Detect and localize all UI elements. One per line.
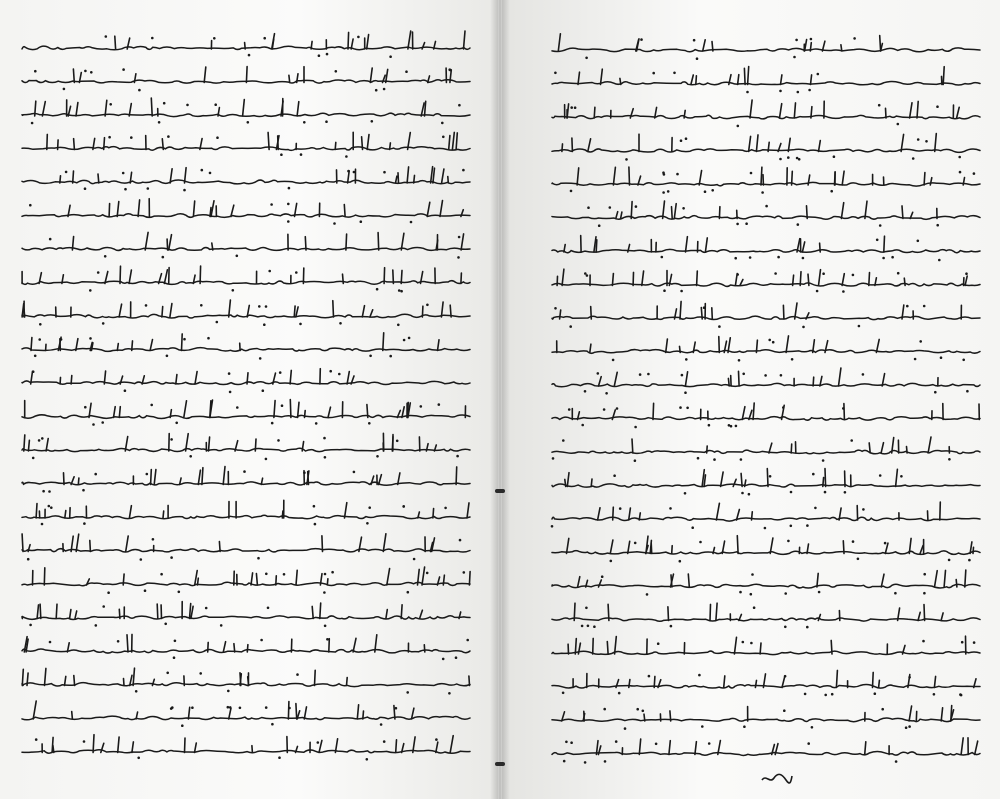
handwritten-line [22, 333, 470, 360]
handwritten-line [552, 368, 980, 395]
handwritten-line [552, 469, 980, 496]
handwritten-line [552, 536, 980, 563]
handwritten-line [22, 266, 470, 293]
handwritten-line [552, 67, 980, 94]
handwritten-line [22, 31, 470, 58]
handwritten-line [552, 236, 980, 262]
handwritten-line [22, 602, 470, 628]
handwritten-line [22, 634, 470, 660]
handwritten-line [22, 433, 470, 460]
handwritten-line [552, 167, 980, 194]
left-page-handwriting [0, 0, 498, 799]
handwritten-line [552, 570, 980, 596]
handwritten-line [552, 437, 980, 462]
right-page [502, 0, 1000, 799]
handwritten-line [552, 603, 980, 628]
handwritten-line [552, 336, 980, 362]
handwritten-line [552, 134, 980, 161]
handwritten-line [22, 67, 470, 92]
catchword-mark [760, 770, 794, 786]
handwritten-line [22, 701, 470, 727]
handwritten-line [22, 98, 470, 124]
handwritten-line [22, 534, 470, 561]
handwritten-line [22, 199, 470, 225]
handwritten-line [551, 502, 980, 529]
handwritten-line [552, 706, 980, 730]
handwritten-line [22, 467, 470, 493]
handwritten-line [22, 132, 470, 158]
binding-stitch-icon [494, 760, 506, 768]
handwritten-line [552, 269, 980, 293]
handwritten-line [22, 232, 470, 258]
right-page-handwriting [502, 0, 1000, 799]
handwritten-line [552, 403, 980, 428]
binding-gutter [490, 0, 510, 799]
handwritten-line [552, 201, 980, 227]
handwritten-line [22, 500, 470, 525]
handwritten-line [552, 100, 980, 127]
left-page [0, 0, 498, 799]
handwritten-line [22, 369, 470, 394]
handwritten-line [552, 34, 980, 60]
handwritten-line [552, 636, 980, 654]
handwritten-line [552, 301, 980, 328]
handwritten-line [22, 668, 470, 694]
handwritten-line [22, 400, 470, 426]
handwritten-line [22, 300, 470, 326]
binding-stitch-icon [494, 487, 506, 495]
handwritten-line [22, 735, 470, 761]
handwritten-line [22, 167, 470, 192]
handwritten-line [552, 738, 980, 764]
handwritten-line [22, 567, 470, 594]
handwritten-line [552, 670, 980, 696]
